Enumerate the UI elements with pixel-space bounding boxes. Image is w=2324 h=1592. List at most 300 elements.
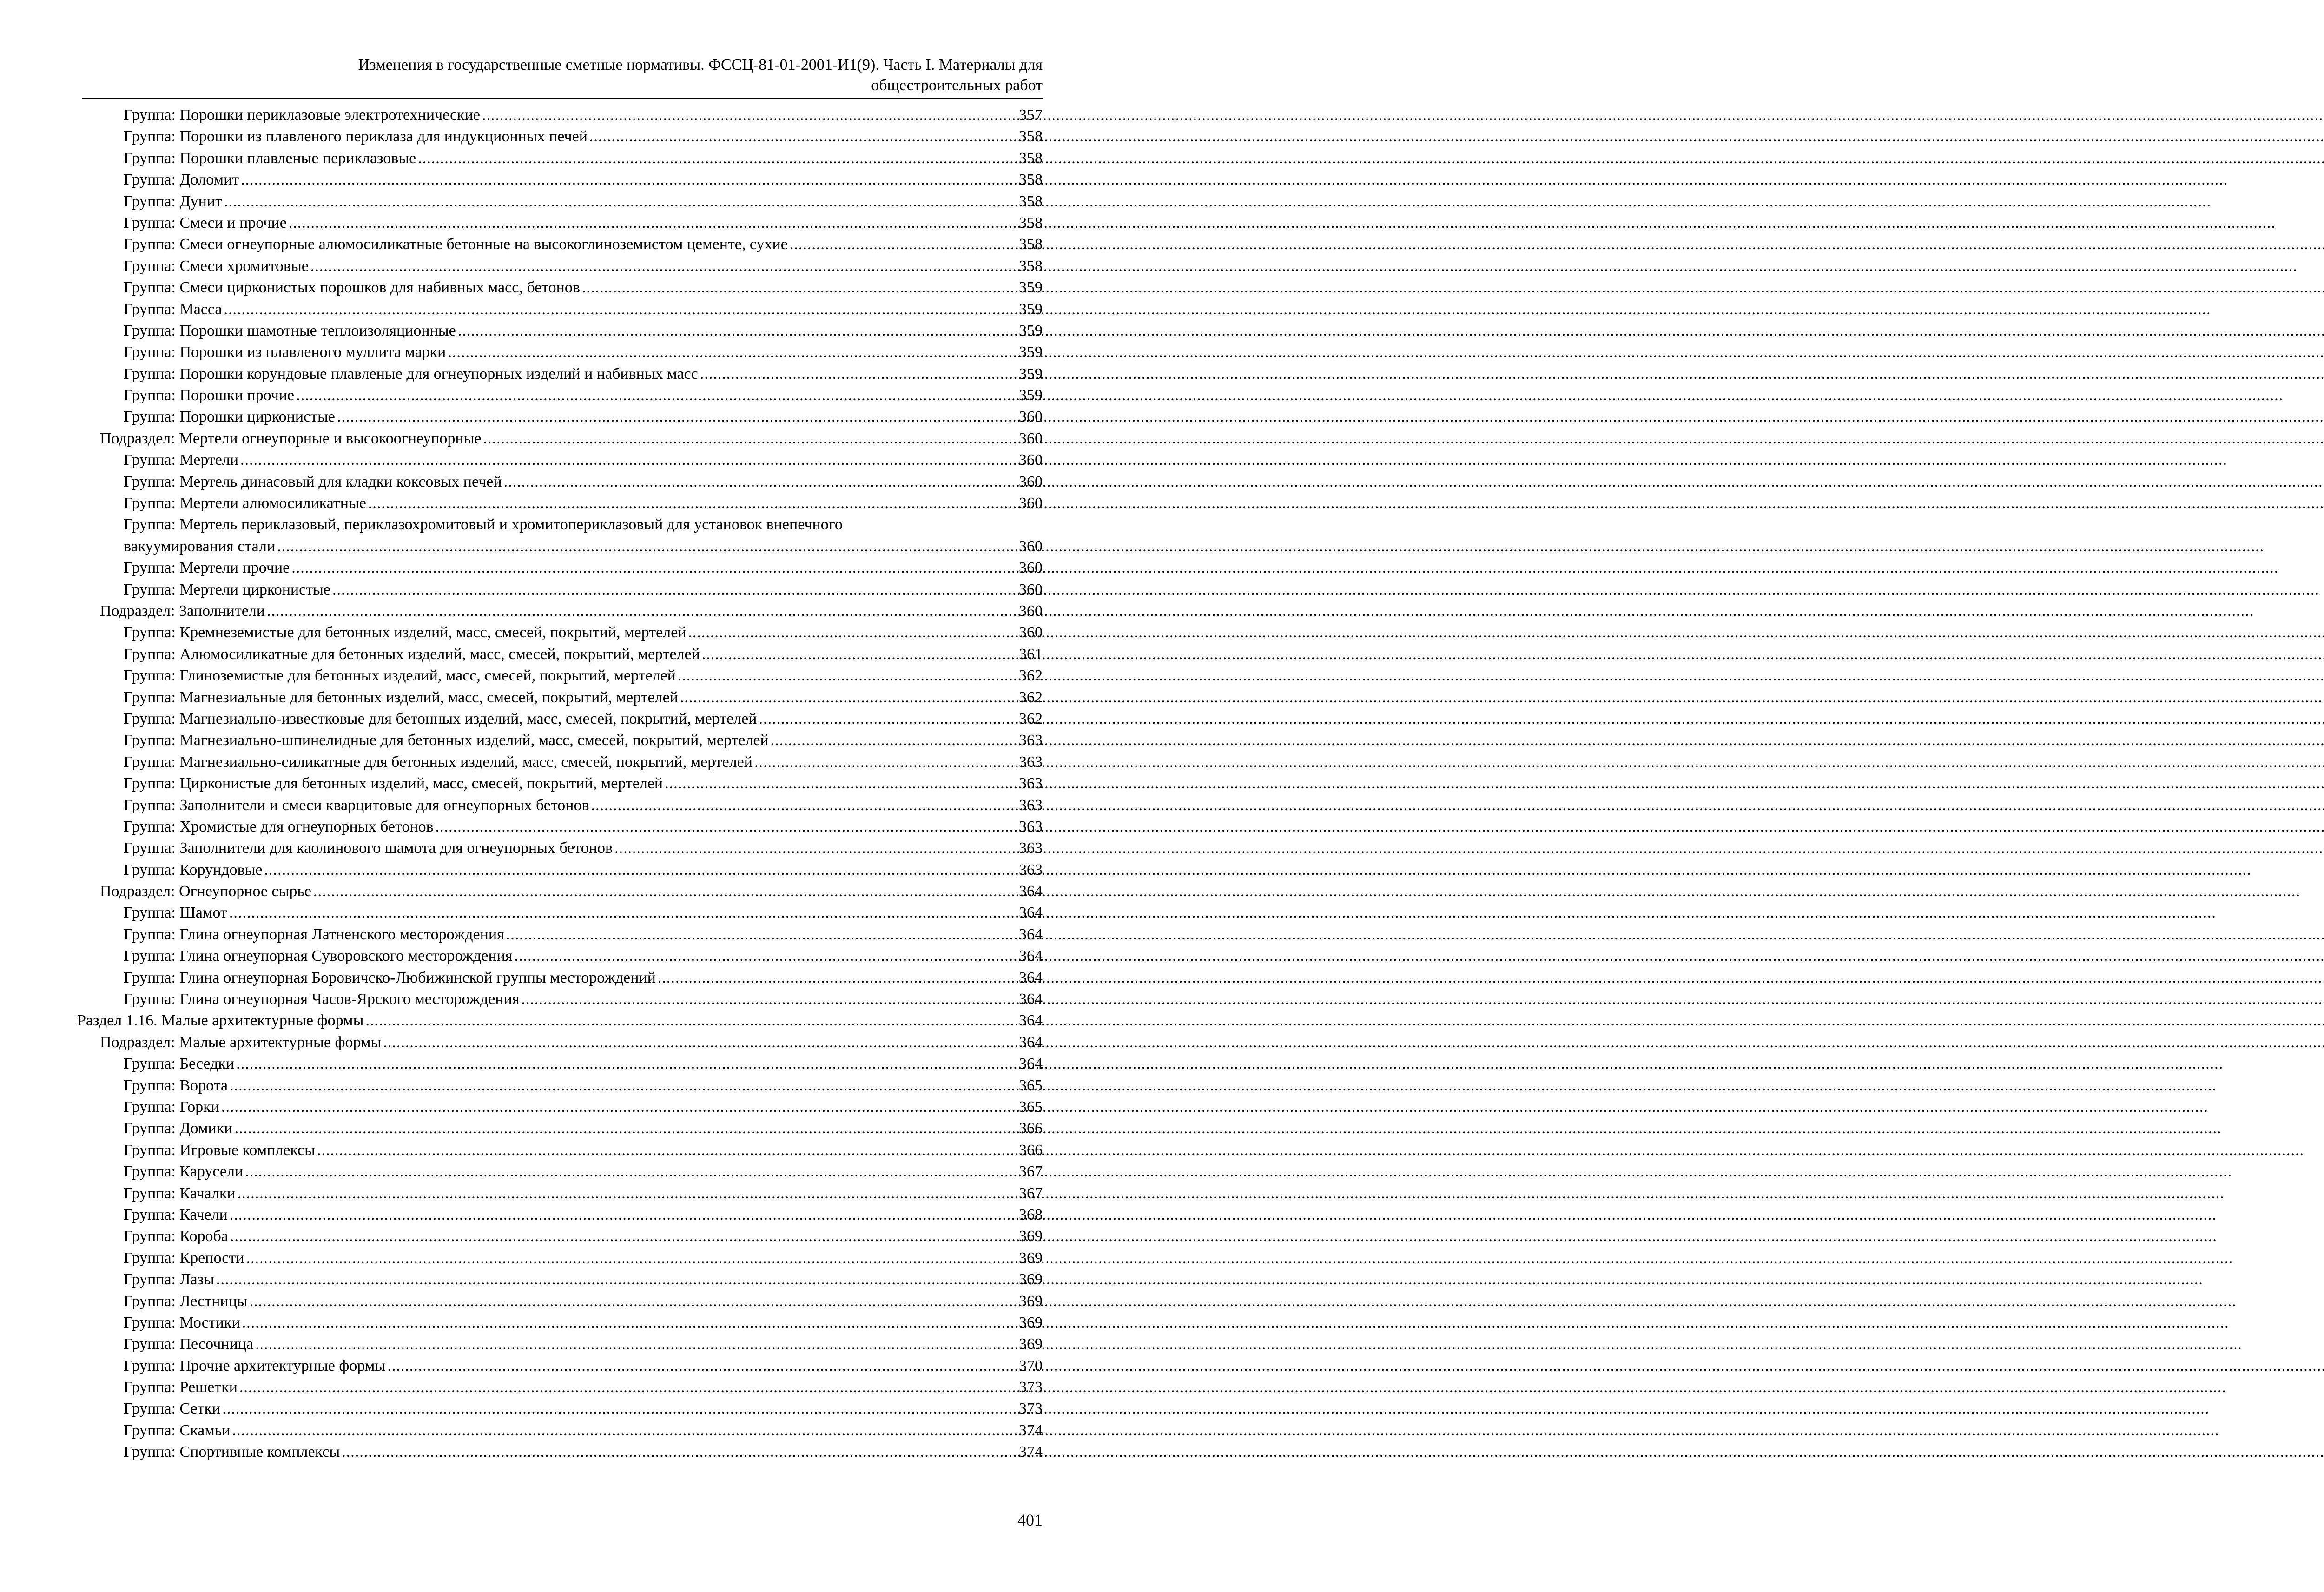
toc-entry-page-number: 364 bbox=[1019, 1012, 1043, 1030]
toc-entry-title: Подраздел: Малые архитектурные формы bbox=[100, 1033, 382, 1051]
toc-entry[interactable] bbox=[0, 752, 1043, 773]
toc-entry-title: Группа: Качалки bbox=[124, 1184, 236, 1202]
toc-entry[interactable] bbox=[0, 881, 1043, 902]
toc-entry-page-number: 360 bbox=[1019, 559, 1043, 577]
toc-entry-page-number: 362 bbox=[1019, 667, 1043, 685]
toc-entry-page-number: 363 bbox=[1019, 796, 1043, 814]
toc-entry-row bbox=[124, 212, 1043, 234]
page-number: 401 bbox=[1017, 1511, 1043, 1529]
toc-entry[interactable] bbox=[0, 1204, 1043, 1226]
dot-leader bbox=[238, 1183, 1016, 1204]
toc-entry-page-number: 358 bbox=[1019, 236, 1043, 253]
toc-entry[interactable] bbox=[0, 924, 1043, 945]
toc-entry[interactable] bbox=[0, 320, 1043, 342]
toc-entry-page-number: 360 bbox=[1019, 602, 1043, 620]
page-header bbox=[108, 55, 1043, 96]
toc-entry-row bbox=[124, 1204, 1043, 1226]
toc-entry-page-number: 358 bbox=[1019, 192, 1043, 210]
toc-entry[interactable] bbox=[0, 601, 1043, 622]
toc-entry-row bbox=[124, 385, 1043, 406]
toc-entry-page-number: 358 bbox=[1019, 257, 1043, 275]
toc-entry[interactable] bbox=[0, 493, 1043, 514]
toc-entry-title: Группа: Беседки bbox=[124, 1055, 235, 1073]
toc-entry-title: Группа: Сетки bbox=[124, 1400, 221, 1418]
toc-entry[interactable] bbox=[0, 1097, 1043, 1118]
toc-entry-page-number: 363 bbox=[1019, 732, 1043, 749]
dot-leader bbox=[224, 191, 1016, 212]
toc-entry-title: Группа: Мертели bbox=[124, 451, 239, 469]
toc-entry-title: Группа: Доломит bbox=[124, 171, 239, 189]
toc-entry-title: Группа: Скамьи bbox=[124, 1421, 231, 1439]
toc-entry[interactable] bbox=[0, 708, 1043, 730]
toc-entry-row bbox=[124, 1291, 1043, 1312]
dot-leader bbox=[790, 234, 1016, 255]
dot-leader bbox=[277, 536, 1016, 557]
dot-leader bbox=[591, 795, 1016, 816]
toc-entry-page-number: 359 bbox=[1019, 344, 1043, 361]
toc-entry-title: Группа: Лазы bbox=[124, 1271, 214, 1288]
dot-leader bbox=[458, 320, 1016, 342]
toc-entry-row bbox=[124, 816, 1043, 838]
toc-entry-row bbox=[124, 1269, 1043, 1290]
toc-entry-title: Группа: Смеси и прочие bbox=[124, 214, 287, 231]
toc-entry-title: Группа: Домики bbox=[124, 1120, 233, 1137]
toc-entry[interactable] bbox=[0, 385, 1043, 406]
toc-entry-title: Группа: Качели bbox=[124, 1206, 228, 1223]
toc-entry-row bbox=[124, 536, 1043, 557]
toc-entry-page-number: 369 bbox=[1019, 1292, 1043, 1310]
toc-entry-title: Группа: Карусели bbox=[124, 1163, 244, 1181]
toc-entry-row bbox=[124, 708, 1043, 730]
toc-entry-title: Группа: Мертели алюмосиликатные bbox=[124, 495, 366, 512]
toc-entry[interactable] bbox=[0, 212, 1043, 234]
dot-leader bbox=[310, 256, 1016, 277]
toc-entry-page-number: 359 bbox=[1019, 387, 1043, 404]
toc-entry-row bbox=[124, 191, 1043, 212]
toc-entry-row bbox=[124, 1226, 1043, 1247]
toc-entry-page-number: 363 bbox=[1019, 818, 1043, 835]
toc-entry-row bbox=[124, 622, 1043, 643]
toc-entry-row bbox=[124, 859, 1043, 881]
toc-entry-title: Группа: Заполнители для каолинового шамота для огнеупорных бетонов bbox=[124, 839, 613, 857]
toc-entry[interactable] bbox=[0, 816, 1043, 838]
dot-leader bbox=[448, 342, 1016, 363]
toc-entry-title: Группа: Смеси хромитовые bbox=[124, 257, 309, 275]
toc-entry[interactable] bbox=[0, 1420, 1043, 1441]
toc-entry-title: Группа: Горки bbox=[124, 1098, 219, 1116]
toc-entry-title: Группа: Ворота bbox=[124, 1077, 228, 1094]
toc-entry-page-number: 373 bbox=[1019, 1379, 1043, 1396]
toc-entry-page-number: 360 bbox=[1019, 581, 1043, 598]
toc-entry-row bbox=[124, 730, 1043, 751]
toc-entry-page-number: 367 bbox=[1019, 1184, 1043, 1202]
toc-entry-title: Группа: Алюмосиликатные для бетонных изделий, масс, смесей, покрытий, мертелей bbox=[124, 645, 700, 663]
toc-entry-page-number: 358 bbox=[1019, 149, 1043, 167]
toc-entry-page-number: 364 bbox=[1019, 947, 1043, 965]
toc-entry-page-number: 360 bbox=[1019, 451, 1043, 469]
dot-leader bbox=[483, 428, 1016, 449]
toc-entry-page-number: 358 bbox=[1019, 171, 1043, 189]
toc-entry[interactable] bbox=[0, 428, 1043, 449]
toc-entry-page-number: 360 bbox=[1019, 429, 1043, 447]
toc-entry-title: Группа: Мертель динасовый для кладки коксовых печей bbox=[124, 473, 502, 490]
toc-entry[interactable] bbox=[0, 1226, 1043, 1247]
toc-entry-title: Группа: Глина огнеупорная Часов-Ярского месторождения bbox=[124, 991, 520, 1008]
toc-entry[interactable] bbox=[0, 1161, 1043, 1182]
dot-leader bbox=[245, 1161, 1016, 1182]
toc-entry[interactable] bbox=[0, 277, 1043, 298]
toc-entry-row bbox=[124, 579, 1043, 601]
toc-entry-page-number: 370 bbox=[1019, 1357, 1043, 1374]
toc-entry-row bbox=[124, 1183, 1043, 1204]
toc-entry-title: Группа: Игровые комплексы bbox=[124, 1141, 316, 1159]
dot-leader bbox=[658, 967, 1016, 989]
toc-entry[interactable] bbox=[0, 795, 1043, 816]
toc-entry-row bbox=[124, 924, 1043, 945]
toc-entry-page-number: 369 bbox=[1019, 1249, 1043, 1267]
toc-entry-title: Группа: Цирконистые для бетонных изделий, масс, смесей, покрытий, мертелей bbox=[124, 775, 663, 793]
toc-entry-title: Группа: Дунит bbox=[124, 192, 222, 210]
toc-entry-row bbox=[124, 1161, 1043, 1182]
toc-entry[interactable] bbox=[0, 1118, 1043, 1139]
dot-leader bbox=[221, 1097, 1016, 1118]
dot-leader bbox=[241, 169, 1016, 191]
dot-leader bbox=[234, 1118, 1016, 1139]
toc-entry-page-number: 369 bbox=[1019, 1228, 1043, 1245]
toc-entry-page-number: 359 bbox=[1019, 300, 1043, 318]
toc-entry[interactable] bbox=[0, 1140, 1043, 1161]
toc-entry-row bbox=[124, 967, 1043, 989]
toc-entry-title: Группа: Смеси цирконистых порошков для набивных масс, бетонов bbox=[124, 279, 580, 297]
toc-entry-page-number: 365 bbox=[1019, 1098, 1043, 1116]
toc-entry-title: Раздел 1.16. Малые архитектурные формы bbox=[77, 1012, 364, 1030]
toc-entry[interactable] bbox=[0, 449, 1043, 471]
dot-leader bbox=[589, 126, 1016, 147]
toc-entry-page-number: 364 bbox=[1019, 1033, 1043, 1051]
toc-entry-row bbox=[124, 989, 1043, 1010]
toc-entry-title: Группа: Мертель периклазовый, периклазохромитовый и хромитопериклазовый для установок внепечного bbox=[124, 516, 843, 534]
dot-leader bbox=[230, 1075, 1016, 1097]
toc-entry-row bbox=[124, 471, 1043, 493]
toc-entry-page-number: 364 bbox=[1019, 1055, 1043, 1073]
toc-entry-page-number: 369 bbox=[1019, 1314, 1043, 1331]
toc-entry-title: Группа: Порошки плавленые периклазовые bbox=[124, 149, 416, 167]
toc-entry-title: Группа: Крепости bbox=[124, 1249, 244, 1267]
toc-entry-row bbox=[77, 1010, 1043, 1031]
toc-entry-row bbox=[124, 1075, 1043, 1097]
toc-entry[interactable] bbox=[0, 730, 1043, 751]
toc-entry[interactable] bbox=[0, 1053, 1043, 1075]
dot-leader bbox=[365, 1010, 1016, 1031]
toc-entry[interactable] bbox=[0, 989, 1043, 1010]
toc-entry[interactable] bbox=[0, 1032, 1043, 1053]
toc-entry[interactable] bbox=[0, 406, 1043, 428]
dot-leader bbox=[242, 1312, 1016, 1334]
toc-entry-page-number: 361 bbox=[1019, 645, 1043, 663]
dot-leader bbox=[506, 924, 1016, 945]
toc-entry-title: Группа: Мостики bbox=[124, 1314, 240, 1331]
toc-entry-page-number: 359 bbox=[1019, 365, 1043, 383]
toc-entry-row bbox=[124, 1420, 1043, 1441]
dot-leader bbox=[291, 557, 1016, 579]
toc-entry-title: Группа: Глина огнеупорная Боровичско-Любижинской группы месторождений bbox=[124, 969, 656, 986]
dot-leader bbox=[383, 1032, 1016, 1053]
toc-entry[interactable] bbox=[0, 363, 1043, 385]
toc-entry-row bbox=[124, 687, 1043, 708]
toc-entry-title: Группа: Магнезиально-шпинелидные для бетонных изделий, масс, смесей, покрытий, мертелей bbox=[124, 732, 769, 749]
dot-leader bbox=[515, 945, 1016, 967]
toc-entry-row bbox=[124, 665, 1043, 687]
toc-entry-title-continuation: вакуумирования стали bbox=[124, 537, 276, 555]
toc-entry[interactable] bbox=[0, 579, 1043, 601]
toc-entry[interactable] bbox=[0, 299, 1043, 320]
dot-leader bbox=[240, 449, 1016, 471]
toc-entry-title: Группа: Мертели прочие bbox=[124, 559, 290, 577]
toc-entry-title: Группа: Магнезиальные для бетонных изделий, масс, смесей, покрытий, мертелей bbox=[124, 688, 678, 706]
toc-entry-row bbox=[124, 342, 1043, 363]
toc-entry[interactable] bbox=[0, 1334, 1043, 1355]
toc-entry[interactable] bbox=[0, 126, 1043, 147]
dot-leader bbox=[332, 579, 1016, 601]
toc-entry[interactable] bbox=[0, 342, 1043, 363]
toc-entry-page-number: 364 bbox=[1019, 969, 1043, 986]
toc-entry[interactable] bbox=[0, 687, 1043, 708]
dot-leader bbox=[759, 708, 1016, 730]
toc-entry-title: Группа: Короба bbox=[124, 1228, 228, 1245]
header-title-line-1: Изменения в государственные сметные нормативы. ФССЦ-81-01-2001-И1(9). Часть I. Материалы для bbox=[358, 56, 1043, 73]
toc-entry-page-number: 364 bbox=[1019, 925, 1043, 943]
header-rule bbox=[82, 98, 1043, 99]
toc-entry-page-number: 373 bbox=[1019, 1400, 1043, 1418]
toc-entry-row bbox=[124, 752, 1043, 773]
toc-entry-row bbox=[124, 406, 1043, 428]
toc-entry[interactable] bbox=[0, 1355, 1043, 1377]
toc-entry-row bbox=[124, 1140, 1043, 1161]
toc-entry-title: Группа: Порошки периклазовые электротехнические bbox=[124, 106, 480, 124]
toc-entry-page-number: 366 bbox=[1019, 1141, 1043, 1159]
toc-entry-row bbox=[124, 493, 1043, 514]
toc-entry-title: Группа: Порошки корундовые плавленые для огнеупорных изделий и набивных масс bbox=[124, 365, 698, 383]
toc-entry-row bbox=[100, 601, 1043, 622]
toc-entry-page-number: 363 bbox=[1019, 775, 1043, 793]
toc-entry-title: Группа: Песочница bbox=[124, 1335, 253, 1353]
toc-entry-title: Группа: Магнезиально-силикатные для бетонных изделий, масс, смесей, покрытий, мертелей bbox=[124, 753, 753, 771]
dot-leader bbox=[771, 730, 1016, 751]
toc-entry-row bbox=[100, 428, 1043, 449]
toc-entry-row bbox=[124, 148, 1043, 169]
toc-entry-page-number: 365 bbox=[1019, 1077, 1043, 1094]
toc-entry[interactable] bbox=[0, 1377, 1043, 1398]
toc-entry-title: Группа: Масса bbox=[124, 300, 222, 318]
dot-leader bbox=[255, 1334, 1016, 1355]
toc-entry-page-number: 360 bbox=[1019, 624, 1043, 641]
toc-entry-row bbox=[124, 1097, 1043, 1118]
toc-entry[interactable] bbox=[0, 1291, 1043, 1312]
dot-leader bbox=[342, 1441, 1016, 1463]
toc-entry-row bbox=[124, 449, 1043, 471]
toc-entry-title: Группа: Кремнеземистые для бетонных изделий, масс, смесей, покрытий, мертелей bbox=[124, 624, 687, 641]
toc-entry[interactable] bbox=[0, 557, 1043, 579]
dot-leader bbox=[688, 622, 1016, 643]
toc-entry-title: Подраздел: Огнеупорное сырье bbox=[100, 883, 311, 900]
toc-entry[interactable] bbox=[0, 105, 1043, 126]
toc-entry-page-number: 358 bbox=[1019, 128, 1043, 145]
toc-entry-title: Группа: Магнезиально-известковые для бетонных изделий, масс, смесей, покрытий, мертелей bbox=[124, 710, 757, 727]
dot-leader bbox=[236, 1053, 1016, 1075]
toc-entry[interactable] bbox=[0, 967, 1043, 989]
toc-entry-page-number: 367 bbox=[1019, 1163, 1043, 1181]
toc-entry[interactable] bbox=[0, 1398, 1043, 1420]
toc-entry-row bbox=[124, 277, 1043, 298]
dot-leader bbox=[289, 212, 1016, 234]
toc-entry-page-number: 360 bbox=[1019, 473, 1043, 490]
toc-entry[interactable] bbox=[0, 1183, 1043, 1204]
toc-entry-title: Группа: Смеси огнеупорные алюмосиликатные бетонные на высокоглиноземистом цементе, сухие bbox=[124, 236, 788, 253]
toc-entry-page-number: 360 bbox=[1019, 408, 1043, 426]
toc-entry-row bbox=[100, 881, 1043, 902]
toc-entry[interactable] bbox=[0, 1248, 1043, 1269]
toc-entry-title: Группа: Порошки из плавленого муллита марки bbox=[124, 344, 446, 361]
dot-leader bbox=[296, 385, 1016, 406]
dot-leader bbox=[230, 1226, 1016, 1247]
table-of-contents bbox=[0, 105, 1109, 1463]
toc-entry-title: Группа: Порошки цирконистые bbox=[124, 408, 335, 426]
toc-entry-row bbox=[124, 838, 1043, 859]
dot-leader bbox=[267, 601, 1016, 622]
toc-entry-page-number: 363 bbox=[1019, 861, 1043, 879]
toc-entry[interactable] bbox=[0, 773, 1043, 794]
dot-leader bbox=[436, 816, 1016, 838]
toc-entry[interactable] bbox=[0, 838, 1043, 859]
toc-entry-row bbox=[124, 1248, 1043, 1269]
dot-leader bbox=[229, 902, 1016, 924]
toc-entry-page-number: 364 bbox=[1019, 904, 1043, 922]
toc-entry-row bbox=[124, 105, 1043, 126]
toc-entry-title: Подраздел: Заполнители bbox=[100, 602, 265, 620]
toc-entry[interactable] bbox=[0, 1441, 1043, 1463]
toc-entry-page-number: 374 bbox=[1019, 1421, 1043, 1439]
toc-entry-page-number: 364 bbox=[1019, 991, 1043, 1008]
toc-entry-title: Группа: Порошки шамотные теплоизоляционные bbox=[124, 322, 456, 339]
dot-leader bbox=[230, 1204, 1016, 1226]
toc-entry[interactable] bbox=[0, 945, 1043, 967]
toc-entry[interactable] bbox=[0, 1010, 1043, 1031]
toc-entry-title: Подраздел: Мертели огнеупорные и высокоогнеупорные bbox=[100, 429, 482, 447]
toc-entry-page-number: 369 bbox=[1019, 1271, 1043, 1288]
dot-leader bbox=[222, 1398, 1016, 1420]
dot-leader bbox=[216, 1269, 1016, 1290]
toc-entry-row bbox=[124, 256, 1043, 277]
toc-entry-row bbox=[124, 1441, 1043, 1463]
toc-entry-title: Группа: Шамот bbox=[124, 904, 227, 922]
toc-entry[interactable] bbox=[0, 191, 1043, 212]
dot-leader bbox=[521, 989, 1016, 1010]
toc-entry-page-number: 374 bbox=[1019, 1443, 1043, 1461]
toc-entry[interactable] bbox=[0, 644, 1043, 665]
toc-entry-row bbox=[124, 1118, 1043, 1139]
toc-entry-title: Группа: Мертели цирконистые bbox=[124, 581, 330, 598]
toc-entry[interactable] bbox=[0, 471, 1043, 493]
dot-leader bbox=[264, 859, 1016, 881]
toc-entry[interactable] bbox=[0, 1312, 1043, 1334]
toc-entry-page-number: 359 bbox=[1019, 322, 1043, 339]
toc-entry-row bbox=[124, 644, 1043, 665]
toc-entry-title: Группа: Лестницы bbox=[124, 1292, 248, 1310]
dot-leader bbox=[387, 1355, 1016, 1377]
dot-leader bbox=[482, 105, 1016, 126]
toc-entry[interactable] bbox=[0, 256, 1043, 277]
toc-entry-row bbox=[124, 234, 1043, 255]
toc-entry[interactable] bbox=[0, 514, 1043, 557]
toc-entry-title: Группа: Решетки bbox=[124, 1379, 238, 1396]
toc-entry-row bbox=[124, 1334, 1043, 1355]
dot-leader bbox=[702, 644, 1016, 665]
toc-entry[interactable] bbox=[0, 665, 1043, 687]
toc-entry-page-number: 358 bbox=[1019, 214, 1043, 231]
toc-entry[interactable] bbox=[0, 622, 1043, 643]
toc-entry-row bbox=[124, 299, 1043, 320]
toc-entry[interactable] bbox=[0, 1075, 1043, 1097]
dot-leader bbox=[418, 148, 1016, 169]
toc-entry-title: Группа: Хромистые для огнеупорных бетонов bbox=[124, 818, 434, 835]
toc-entry-page-number: 369 bbox=[1019, 1335, 1043, 1353]
dot-leader bbox=[368, 493, 1016, 514]
dot-leader bbox=[678, 665, 1016, 687]
toc-entry[interactable] bbox=[0, 234, 1043, 255]
toc-entry-row bbox=[124, 945, 1043, 967]
toc-entry-title: Группа: Корундовые bbox=[124, 861, 263, 879]
dot-leader bbox=[224, 299, 1016, 320]
toc-entry-row bbox=[124, 363, 1043, 385]
toc-entry[interactable] bbox=[0, 902, 1043, 924]
toc-entry-title: Группа: Порошки прочие bbox=[124, 387, 295, 404]
dot-leader bbox=[504, 471, 1016, 493]
toc-entry[interactable] bbox=[0, 169, 1043, 191]
toc-entry-row bbox=[124, 557, 1043, 579]
toc-entry[interactable] bbox=[0, 1269, 1043, 1290]
toc-entry-title: Группа: Заполнители и смеси кварцитовые для огнеупорных бетонов bbox=[124, 796, 589, 814]
toc-entry-row bbox=[124, 320, 1043, 342]
dot-leader bbox=[246, 1248, 1016, 1269]
toc-entry-page-number: 368 bbox=[1019, 1206, 1043, 1223]
toc-entry-title: Группа: Глина огнеупорная Латненского месторождения bbox=[124, 925, 504, 943]
dot-leader bbox=[337, 406, 1016, 428]
dot-leader bbox=[680, 687, 1016, 708]
dot-leader bbox=[665, 773, 1016, 794]
dot-leader bbox=[239, 1377, 1016, 1398]
toc-entry[interactable] bbox=[0, 859, 1043, 881]
toc-entry-title: Группа: Глиноземистые для бетонных изделий, масс, смесей, покрытий, мертелей bbox=[124, 667, 676, 685]
dot-leader bbox=[582, 277, 1016, 298]
toc-entry[interactable] bbox=[0, 148, 1043, 169]
toc-entry-page-number: 359 bbox=[1019, 279, 1043, 297]
toc-entry-row bbox=[124, 126, 1043, 147]
toc-entry-title: Группа: Глина огнеупорная Суворовского месторождения bbox=[124, 947, 513, 965]
toc-entry-page-number: 364 bbox=[1019, 883, 1043, 900]
toc-entry-row bbox=[124, 1398, 1043, 1420]
dot-leader bbox=[232, 1420, 1016, 1441]
toc-entry-page-number: 360 bbox=[1019, 537, 1043, 555]
toc-entry-page-number: 357 bbox=[1019, 106, 1043, 124]
toc-entry-page-number: 360 bbox=[1019, 495, 1043, 512]
toc-entry-row bbox=[124, 1355, 1043, 1377]
toc-entry-title: Группа: Спортивные комплексы bbox=[124, 1443, 340, 1461]
toc-entry-row bbox=[124, 773, 1043, 794]
toc-entry-page-number: 366 bbox=[1019, 1120, 1043, 1137]
toc-entry-row bbox=[124, 1377, 1043, 1398]
toc-entry-page-number: 363 bbox=[1019, 753, 1043, 771]
toc-entry-page-number: 362 bbox=[1019, 688, 1043, 706]
